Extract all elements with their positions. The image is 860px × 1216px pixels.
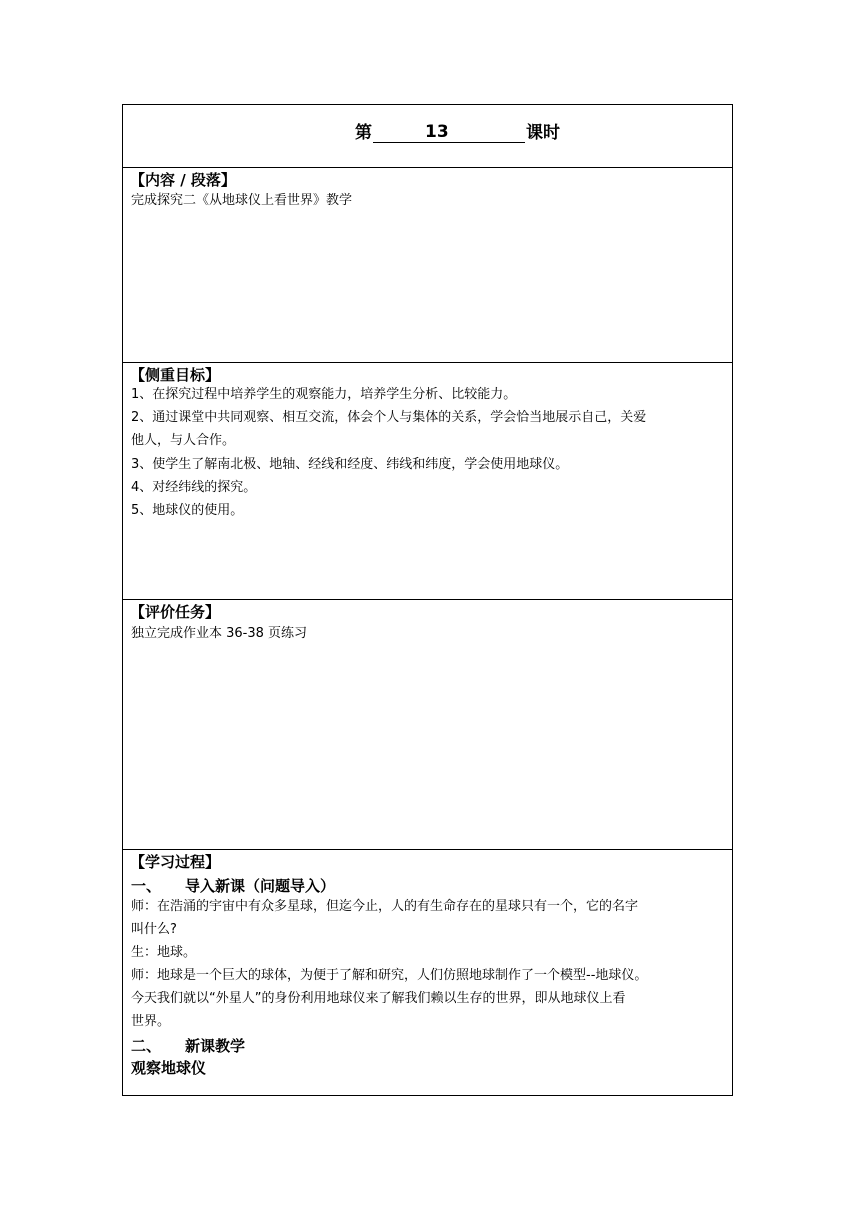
title-prefix: 第 — [355, 123, 372, 143]
part2-title: 新课教学 — [185, 1037, 246, 1055]
evaluation-heading: 【评价任务】 — [130, 603, 221, 621]
part1-number: 一、 — [131, 877, 162, 895]
lesson-number: 13 — [373, 122, 525, 143]
goal-line: 1、在探究过程中培养学生的观察能力，培养学生分析、比较能力。 — [131, 387, 517, 402]
evaluation-section — [123, 599, 732, 849]
goal-line: 5、地球仪的使用。 — [131, 503, 244, 518]
process-heading: 【学习过程】 — [130, 853, 221, 871]
part2-number: 二、 — [131, 1037, 162, 1055]
dialogue-line: 今天我们就以“外星人”的身份利用地球仪来了解我们赖以生存的世界，即从地球仪上看 — [131, 991, 626, 1006]
content-section — [123, 167, 732, 362]
dialogue-line: 师：在浩涌的宇宙中有众多星球，但迄今止，人的有生命存在的星球只有一个，它的名字 — [131, 899, 639, 914]
goal-line: 2、通过课堂中共同观察、相互交流，体会个人与集体的关系，学会恰当地展示自己，关爱 — [131, 410, 647, 425]
dialogue-line: 叫什么? — [131, 922, 177, 937]
goal-line: 他人，与人合作。 — [131, 433, 236, 448]
goal-line: 3、使学生了解南北极、地轴、经线和经度、纬线和纬度，学会使用地球仪。 — [131, 457, 569, 472]
part1-title: 导入新课（问题导入） — [185, 877, 336, 895]
process-section — [123, 849, 732, 1095]
content-heading: 【内容 / 段落】 — [130, 171, 236, 189]
title-suffix: 课时 — [526, 123, 560, 143]
part1-heading — [131, 875, 335, 896]
goal-line: 4、对经纬线的探究。 — [131, 480, 257, 495]
dialogue-line: 生：地球。 — [131, 945, 197, 960]
goals-section — [123, 362, 732, 599]
evaluation-text: 独立完成作业本 36-38 页练习 — [131, 626, 308, 641]
observe-globe-heading: 观察地球仪 — [131, 1059, 207, 1077]
part2-heading — [131, 1035, 245, 1056]
lesson-title — [355, 118, 560, 143]
goals-heading: 【侧重目标】 — [130, 366, 221, 384]
lesson-plan-table — [122, 104, 733, 1096]
content-text: 完成探究二《从地球仪上看世界》教学 — [131, 193, 353, 208]
dialogue-line: 师：地球是一个巨大的球体，为便于了解和研究，人们仿照地球制作了一个模型--地球仪。 — [131, 968, 648, 983]
title-row — [123, 105, 732, 167]
dialogue-line: 世界。 — [131, 1014, 171, 1029]
